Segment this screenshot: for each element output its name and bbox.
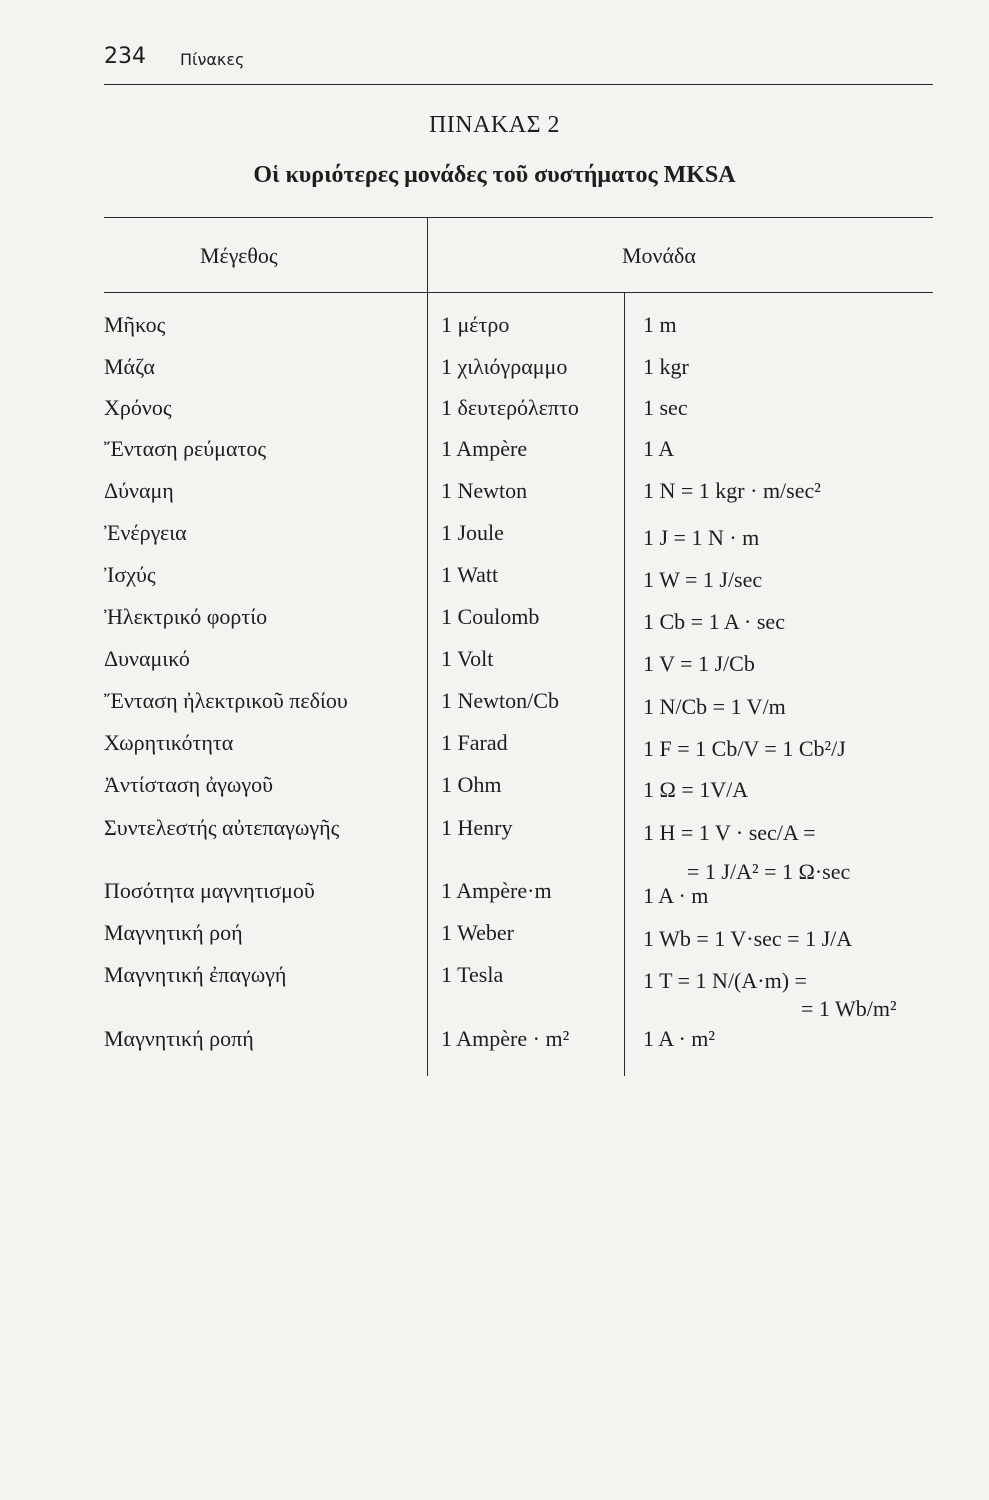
unit-cell: 1 δευτερόλεπτο [441, 395, 579, 420]
symbol-cell: 1 A [643, 436, 675, 461]
symbol-cell: 1 W = 1 J/sec [643, 567, 763, 592]
unit-cell: 1 Newton/Cb [441, 688, 559, 713]
quantity-cell: Χωρητικότητα [104, 730, 234, 755]
symbol-cell: 1 N/Cb = 1 V/m [643, 694, 786, 719]
unit-cell: 1 Tesla [441, 962, 504, 987]
unit-cell: 1 Ohm [441, 772, 502, 797]
quantity-cell: Μαγνητική ἐπαγωγή [104, 962, 287, 987]
symbol-cell: 1 F = 1 Cb/V = 1 Cb²/J [643, 736, 846, 761]
quantity-unit-divider [427, 218, 428, 1076]
header-bottom-rule [104, 292, 933, 293]
quantity-cell: Ἀντίσταση ἀγωγοῦ [104, 772, 274, 797]
unit-cell: 1 Watt [441, 562, 499, 587]
symbol-cell: 1 A · m² [643, 1026, 715, 1051]
symbol-cell: 1 kgr [643, 354, 689, 379]
unit-column-header: Μονάδα [622, 243, 696, 268]
quantity-cell: Ἐνέργεια [104, 520, 187, 545]
symbol-cell: 1 Cb = 1 A · sec [643, 609, 785, 634]
unit-cell: 1 Ampère [441, 436, 528, 461]
unit-cell: 1 Joule [441, 520, 504, 545]
quantity-cell: Ἰσχύς [104, 562, 156, 587]
symbol-line: 1 H = 1 V · sec/A = [643, 820, 816, 845]
quantity-cell: Χρόνος [104, 395, 172, 420]
quantity-cell: Δύναμη [104, 478, 174, 503]
table-title: ΠΙΝΑΚΑΣ 2 [428, 112, 561, 138]
running-title: Πίνακες [180, 50, 245, 69]
symbol-cell: 1 J = 1 N · m [643, 525, 760, 550]
symbol-cell [643, 968, 897, 1022]
symbol-line: 1 T = 1 N/(A·m) = [643, 968, 807, 993]
symbol-cell: 1 Wb = 1 V·sec = 1 J/A [643, 926, 853, 951]
unit-cell: 1 Ampère·m [441, 878, 552, 903]
symbol-line-continuation: = 1 Wb/m² [801, 996, 897, 1021]
symbol-cell [643, 820, 850, 885]
quantity-cell: Συντελεστής αὐτεπαγωγῆς [104, 815, 340, 840]
table-top-rule [104, 217, 933, 218]
symbol-cell: 1 N = 1 kgr · m/sec² [643, 478, 821, 503]
quantity-cell: Ἔνταση ρεύματος [104, 436, 267, 461]
unit-cell: 1 Newton [441, 478, 528, 503]
symbol-line-continuation: = 1 J/A² = 1 Ω·sec [687, 859, 851, 884]
symbol-cell: 1 A · m [643, 883, 709, 908]
header-rule [104, 84, 933, 85]
unit-cell: 1 Ampère · m² [441, 1026, 570, 1051]
symbol-cell: 1 sec [643, 395, 688, 420]
unit-cell: 1 Weber [441, 920, 514, 945]
symbol-cell: 1 Ω = 1V/A [643, 777, 749, 802]
unit-cell: 1 Farad [441, 730, 508, 755]
quantity-cell: Μῆκος [104, 312, 166, 337]
table-subtitle: Οἱ κυριότερες μονάδες τοῦ συστήματος MKSA [253, 162, 736, 188]
unit-cell: 1 Coulomb [441, 604, 540, 629]
unit-cell: 1 χιλιόγραμμο [441, 354, 568, 379]
quantity-cell: Δυναμικό [104, 646, 190, 671]
symbol-cell: 1 V = 1 J/Cb [643, 651, 755, 676]
unit-symbol-divider [624, 292, 625, 1076]
page-number: 234 [104, 44, 146, 69]
quantity-cell: Μάζα [104, 354, 155, 379]
quantity-cell: Μαγνητική ροή [104, 920, 243, 945]
quantity-cell: Ἔνταση ἠλεκτρικοῦ πεδίου [104, 688, 348, 713]
quantity-cell: Ἠλεκτρικό φορτίο [104, 604, 268, 629]
unit-cell: 1 μέτρο [441, 312, 510, 337]
quantity-column-header: Μέγεθος [200, 243, 278, 268]
symbol-cell: 1 m [643, 312, 677, 337]
unit-cell: 1 Volt [441, 646, 494, 671]
quantity-cell: Μαγνητική ροπή [104, 1026, 254, 1051]
unit-cell: 1 Henry [441, 815, 513, 840]
quantity-cell: Ποσότητα μαγνητισμοῦ [104, 878, 315, 903]
